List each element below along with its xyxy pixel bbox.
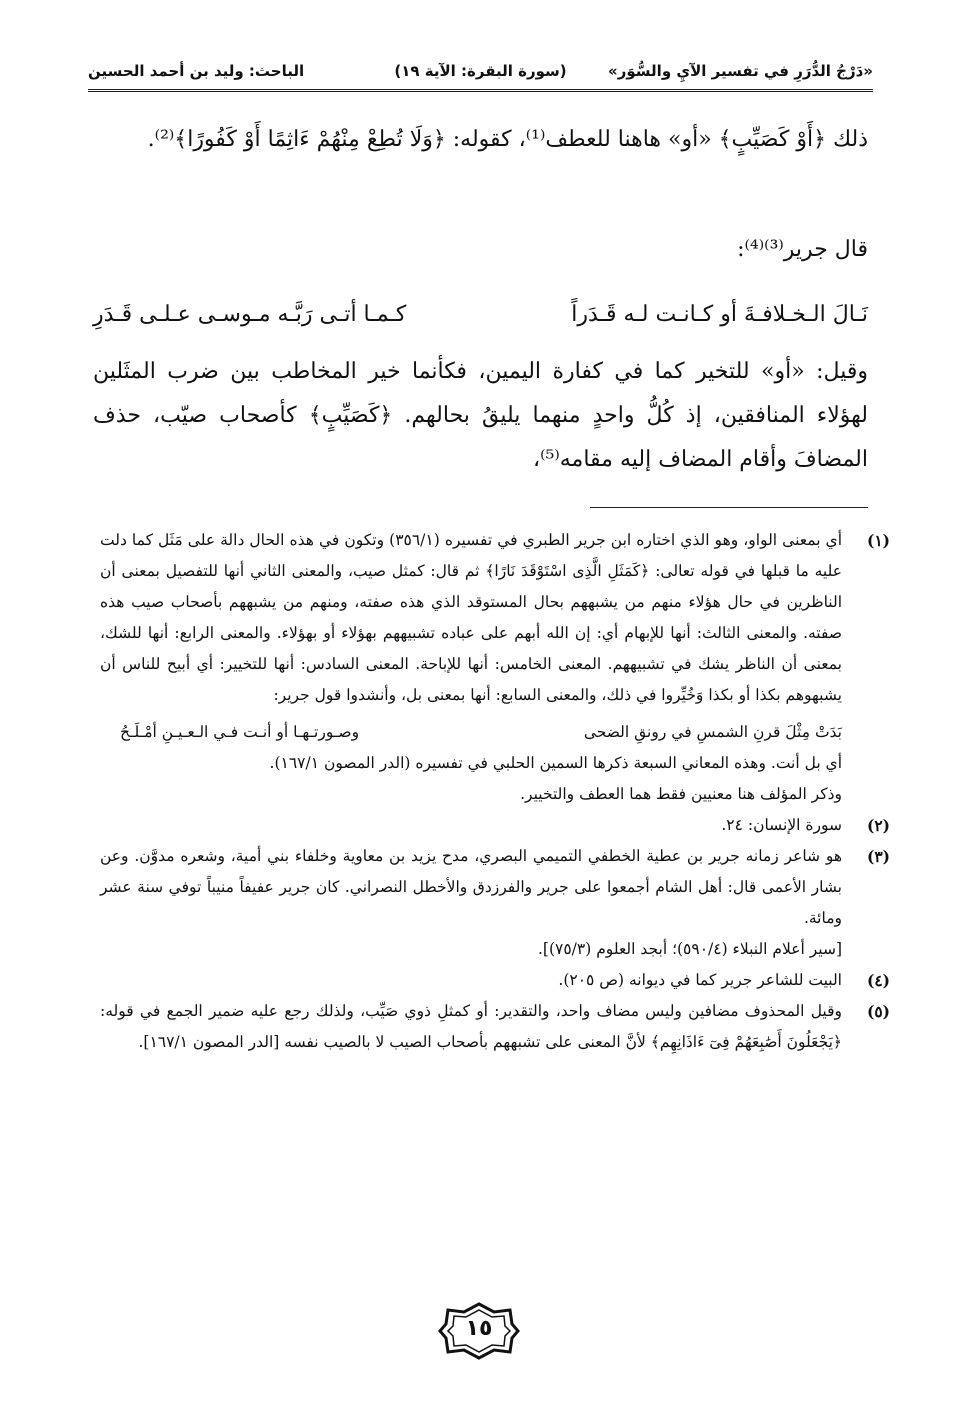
footnote-number: (٣) (866, 847, 890, 866)
footnote-3 (100, 841, 890, 965)
footnote-2 (100, 810, 890, 841)
footnote-number: (٥) (866, 1002, 890, 1021)
footnote-text: سورة الإنسان: ٢٤. (721, 816, 842, 834)
footnote-separator (590, 507, 868, 508)
footnote-text: البيت للشاعر جرير كما في ديوانه (ص ٢٠٥). (558, 971, 842, 989)
running-header (88, 52, 873, 92)
footnote-1 (100, 525, 890, 810)
footnote-number: (٢) (866, 816, 890, 835)
header-double-rule (88, 89, 873, 92)
header-surah-reference: (سورة البقرة: الآية ١٩) (394, 62, 567, 80)
page-number: ١٥ (465, 1316, 493, 1341)
main-paragraph-1: ذلك ﴿أَوْ كَصَيِّبٍ﴾ «أو» هاهنا للعطف⁽¹⁾، كقوله: ﴿وَلَا تُطِعْ مِنْهُمْ ءَاثِمًا أَوْ كَفُورًا﴾⁽²⁾. (147, 127, 868, 152)
footnote-verse-second: وصـورتـهـا أو أنـت فـي الـعـيـنِ أمْـلَـحُ (120, 723, 360, 741)
footnote-text-continued: وذكر المؤلف هنا معنيين فقط هما العطف والتخيير. (520, 785, 842, 803)
footnote-verse-first: بَدَتْ مِثْلَ قرنِ الشمسِ في رونقِ الضحى (583, 723, 842, 741)
footnote-text-continued: أي بل أنت. وهذه المعاني السبعة ذكرها السمين الحلبي في تفسيره (الدر المصون ١٦٧/١). (269, 754, 842, 772)
footnote-text: هو شاعر زمانه جرير بن عطية الخطفي التميمي البصري، مدح يزيد بن معاوية وخلفاء بني أمية، وشعره مدوَّن. وعن بشار الأعمى قال: أهل الشام أجمعوا على جرير والفرزدق والأخطل النصراني. كان جرير عفيفاً منيباً توفي سنة عشر ومائة. (100, 847, 842, 927)
footnote-number: (١) (866, 531, 890, 550)
footnote-number: (٤) (866, 971, 890, 990)
header-author: الباحث: وليد بن أحمد الحسين (88, 62, 305, 80)
footnote-5 (100, 996, 890, 1058)
footnote-verse (100, 717, 842, 748)
page-number-ornament (438, 1302, 520, 1360)
footnote-reference: [سير أعلام النبلاء (٥٩٠/٤)؛ أبجد العلوم (٧٥/٣)]. (538, 940, 842, 958)
verse-second-hemistich: كـمـا أتـى رَبَّـه مـوسـى عـلـى قَـدَرِ (93, 302, 407, 327)
footnote-text: أي بمعنى الواو، وهو الذي اختاره ابن جرير الطبري في تفسيره (٣٥٦/١) وتكون في هذه الحال دالة على مَثَل كما دلت عليه ما قبلها في قوله تعالى: ﴿كَمَثَلِ الَّذِى اسْتَوْقَدَ نَارًا﴾ ثم قال: كمثل صيب، والمعنى الثاني أنها للتفصيل بمعنى أن الناظرين في حال هؤلاء منهم من يشبههم بحال المستوقد الذي هذه صفته، ومنهم من يشبههم بأصحاب صيب هذه صفته. والمعنى الثالث: أنها للإبهام أي: إن الله أبهم على عباده تشبيههم بهؤلاء أو بهؤلاء. والمعنى الرابع: أنها للشك، بمعنى أن الناظر يشك في تشبيههم. المعنى الخامس: أنها للإباحة. المعنى السادس: أنها للتخيير: أي أبيح للناس أن يشبهوهم بكذا أو بكذا وَخُيِّروا في ذلك، والمعنى السابع: أنها بمعنى بل، وأنشدوا قول جرير: (100, 531, 842, 704)
footnotes (100, 525, 890, 1058)
footnote-4 (100, 965, 890, 996)
main-paragraph-2: قال جرير⁽³⁾⁽⁴⁾: (737, 237, 868, 262)
header-book-title: «دَرْجُ الدُّرَرِ في تفسير الآيِ والسُّوَر» (608, 62, 873, 80)
main-paragraph-3: وقيل: «أو» للتخير كما في كفارة اليمين، فكأنما خير المخاطب بين ضرب المثَلين لهؤلاء المنافقين، إذ كُلُّ واحدٍ منهما يليقُ بحالهم. ﴿كَصَيِّبٍ﴾ كأصحاب صيّب، حذف المضافَ وأقام المضاف إليه مقامه⁽⁵⁾، (93, 359, 868, 472)
poetry-verse (93, 296, 868, 340)
verse-first-hemistich: نَـالَ الـخـلافـةَ أو كـانـت لـه قَـدَراً (571, 302, 868, 327)
footnote-text: وقيل المحذوف مضافين وليس مضاف واحد، والتقدير: أو كمثلِ ذوي صَيِّب، ولذلك رجع عليه ضمير الجمع في قوله: ﴿يَجْعَلُونَ أَصَٰبِعَهُمْ فِىٓ ءَاذَانِهِم﴾ لأنَّ المعنى على تشبههم بأصحاب الصيب لا بالصيب نفسه [الدر المصون ١٦٧/١]. (100, 1002, 842, 1051)
